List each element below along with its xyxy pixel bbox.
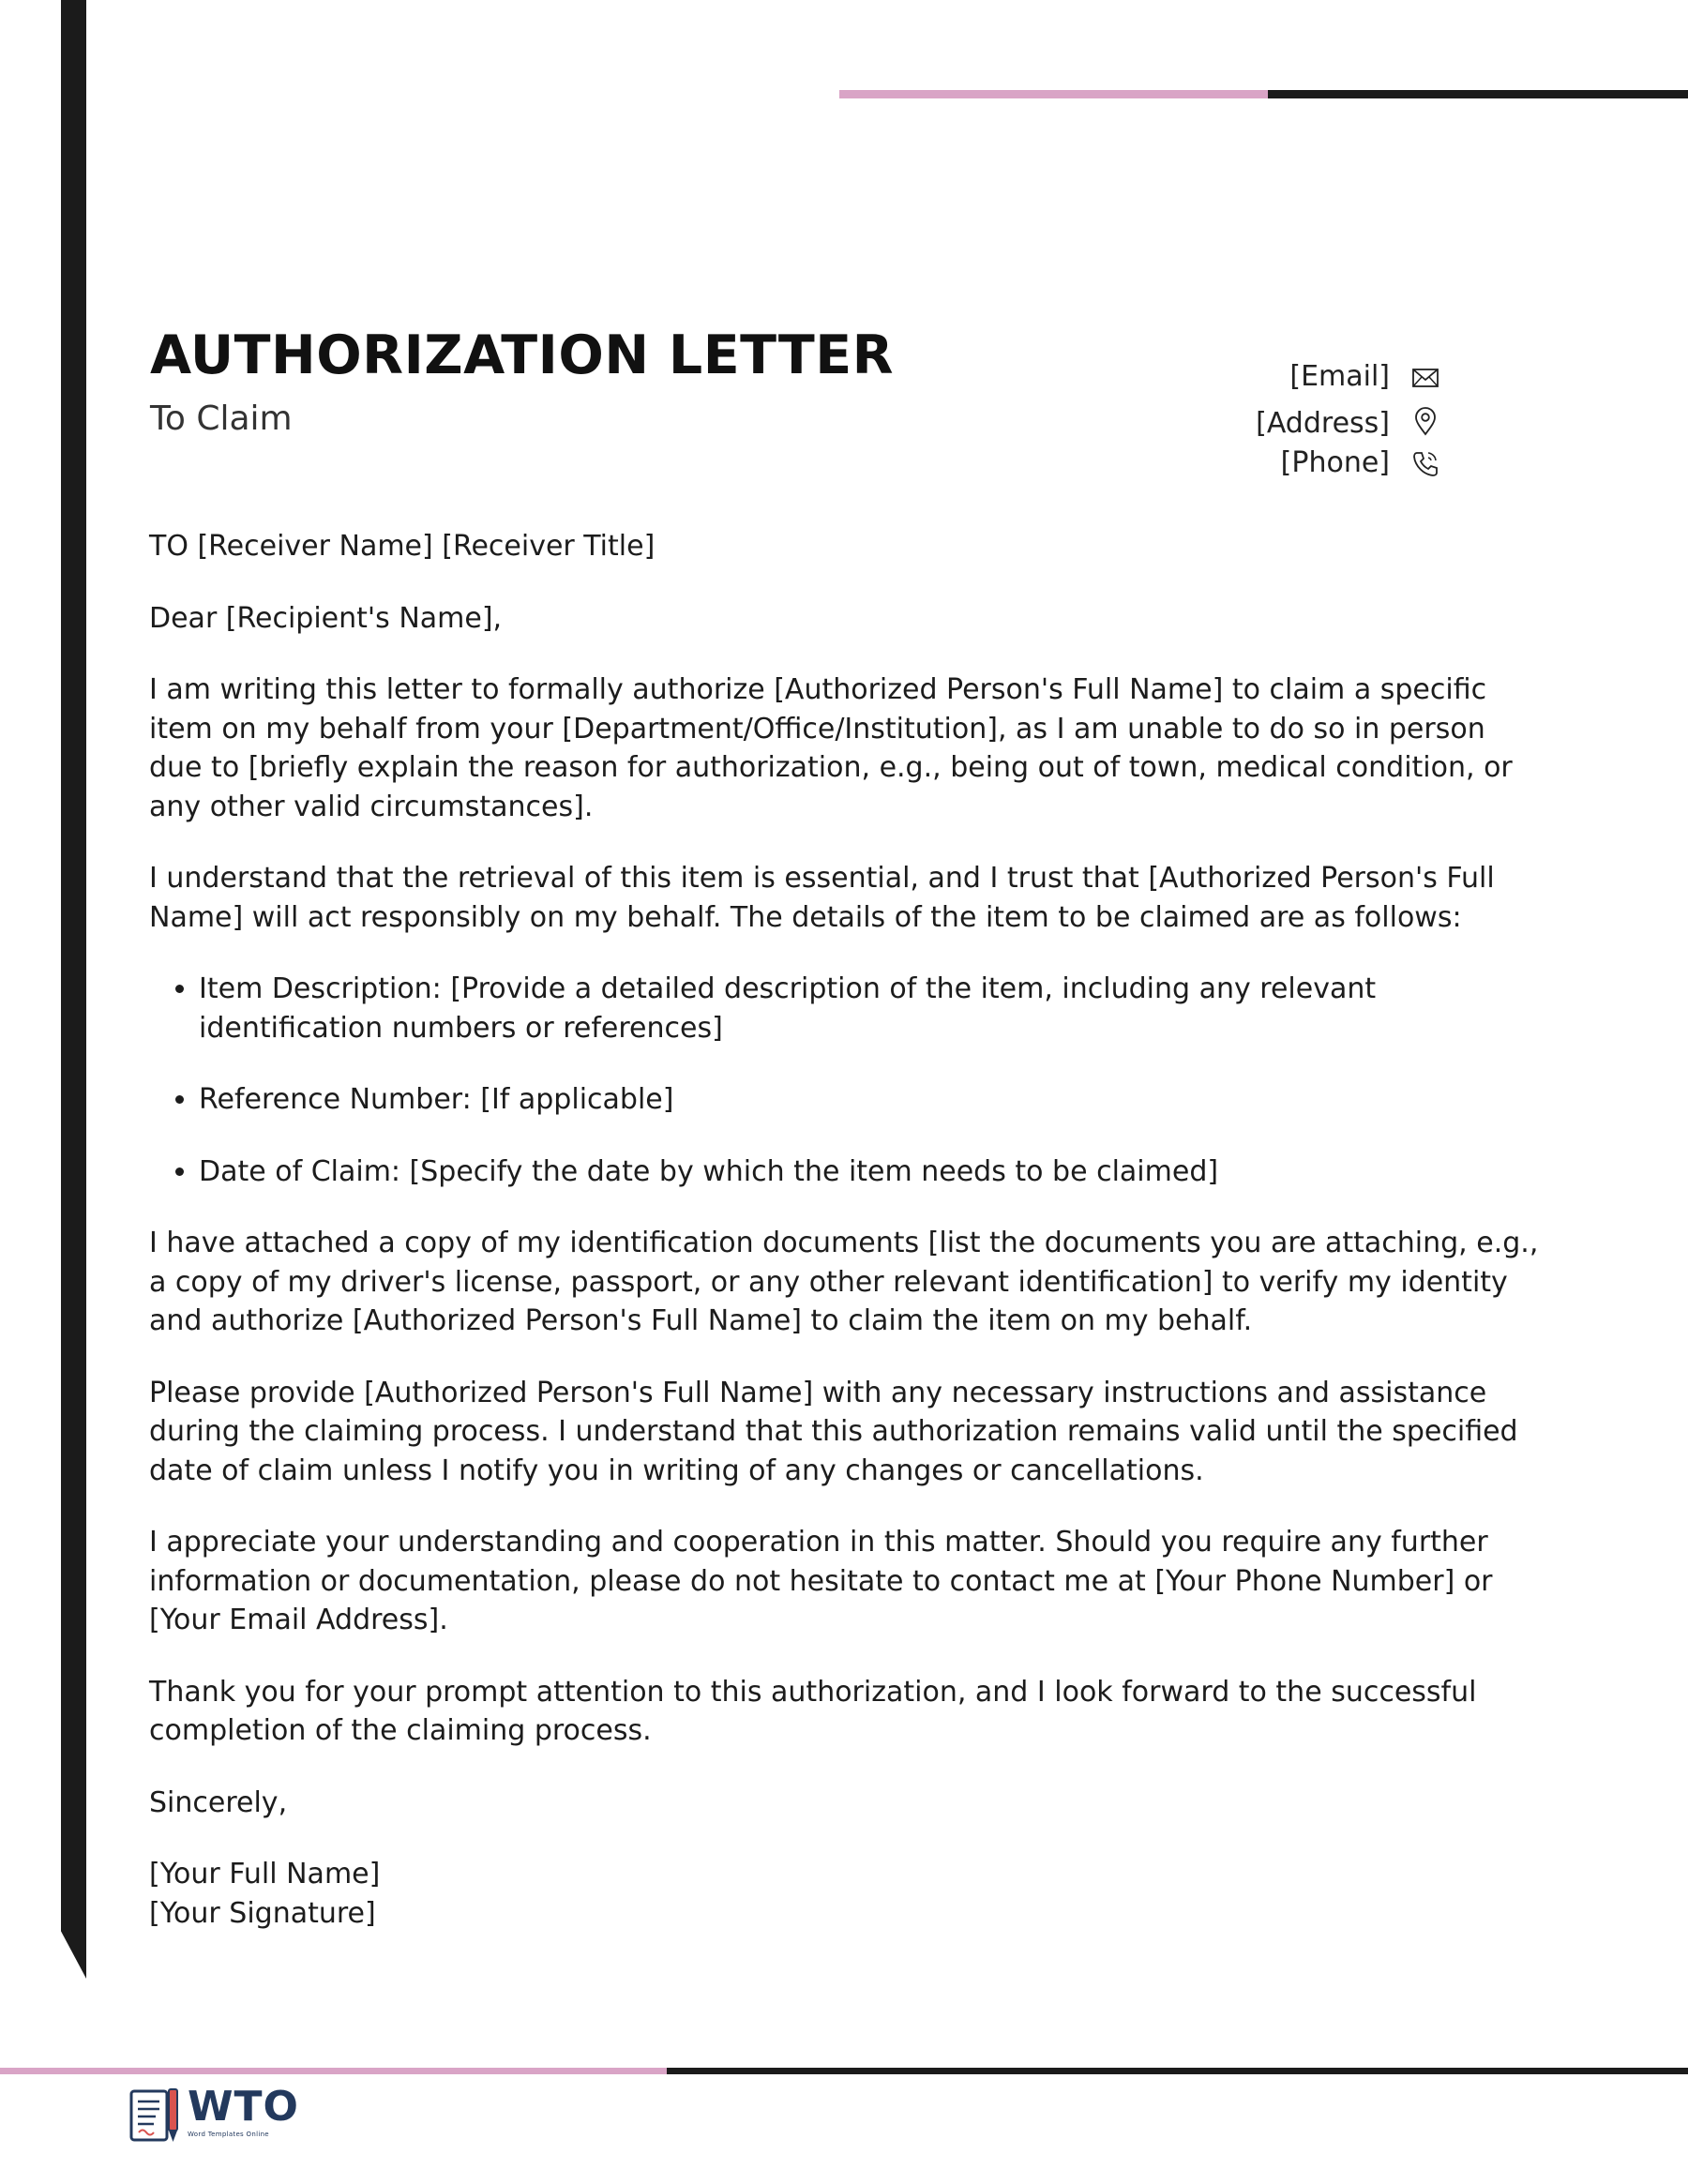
salutation: Dear [Recipient's Name], xyxy=(149,601,503,635)
page-subtitle: To Claim xyxy=(150,399,293,438)
paragraph-3: I have attached a copy of my identification documents [list the documents you are attaching, e.g., a copy of my driver's license, passport, or any other relevant identification] to verify my identity and authorize [Authorized Person's Full Name] to claim the item on my behalf. xyxy=(149,1227,1539,1337)
closing: Sincerely, xyxy=(149,1785,288,1819)
envelope-icon xyxy=(1409,362,1441,394)
contact-address: [Address] xyxy=(1256,407,1390,440)
page-title: AUTHORIZATION LETTER xyxy=(150,324,895,386)
logo-tagline: Word Templates Online xyxy=(188,2131,269,2138)
paragraph-1: I am writing this letter to formally authorize [Authorized Person's Full Name] to claim a specific item on my behalf from your [Department/Office/Institution], as I am unable to do so in person due to [briefly explain the reason for authorization, e.g., being out of town, medical condition, or any other valid circumstances]. xyxy=(149,673,1513,823)
wto-logo xyxy=(128,2083,299,2147)
letter-body xyxy=(149,527,1546,1933)
to-line: TO [Receiver Name] [Receiver Title] xyxy=(149,530,656,563)
location-pin-icon xyxy=(1409,405,1441,437)
bottom-rule-pink xyxy=(0,2068,667,2074)
signature-block xyxy=(149,1855,1546,1933)
top-rule-pink xyxy=(839,90,1268,98)
paragraph-6: Thank you for your prompt attention to this authorization, and I look forward to the successful completion of the claiming process. xyxy=(149,1675,1477,1747)
item-details-list xyxy=(149,970,1546,1191)
paragraph-5: I appreciate your understanding and cooperation in this matter. Should you require any further information or documentation, please do not hesitate to contact me at [Your Phone Number] or [Your Email Address]. xyxy=(149,1526,1493,1636)
bottom-rule-black xyxy=(667,2068,1688,2074)
list-item-date: • Date of Claim: [Specify the date by which the item needs to be claimed] xyxy=(199,1152,1546,1192)
contact-email: [Email] xyxy=(1289,360,1390,393)
paragraph-2: I understand that the retrieval of this item is essential, and I trust that [Authorized Person's Full Name] will act responsibly on my behalf. The details of the item to be claimed are as follows: xyxy=(149,862,1495,934)
list-item-description: • Item Description: [Provide a detailed description of the item, including any relevant identification numbers or references] xyxy=(199,970,1546,1047)
list-item-reference: • Reference Number: [If applicable] xyxy=(199,1080,1546,1120)
left-accent-bar xyxy=(61,0,86,1979)
paragraph-4: Please provide [Authorized Person's Full Name] with any necessary instructions and assistance during the claiming process. I understand that this authorization remains valid until the specified date of claim unless I notify you in writing of any changes or cancellations. xyxy=(149,1376,1518,1487)
phone-icon xyxy=(1409,447,1441,479)
document-pen-logo-icon xyxy=(128,2086,186,2146)
top-rule-black xyxy=(1268,90,1688,98)
sender-full-name: [Your Full Name] xyxy=(149,1858,381,1890)
sender-signature: [Your Signature] xyxy=(149,1896,376,1930)
contact-phone: [Phone] xyxy=(1280,446,1390,479)
logo-wordmark: WTO xyxy=(188,2083,299,2131)
